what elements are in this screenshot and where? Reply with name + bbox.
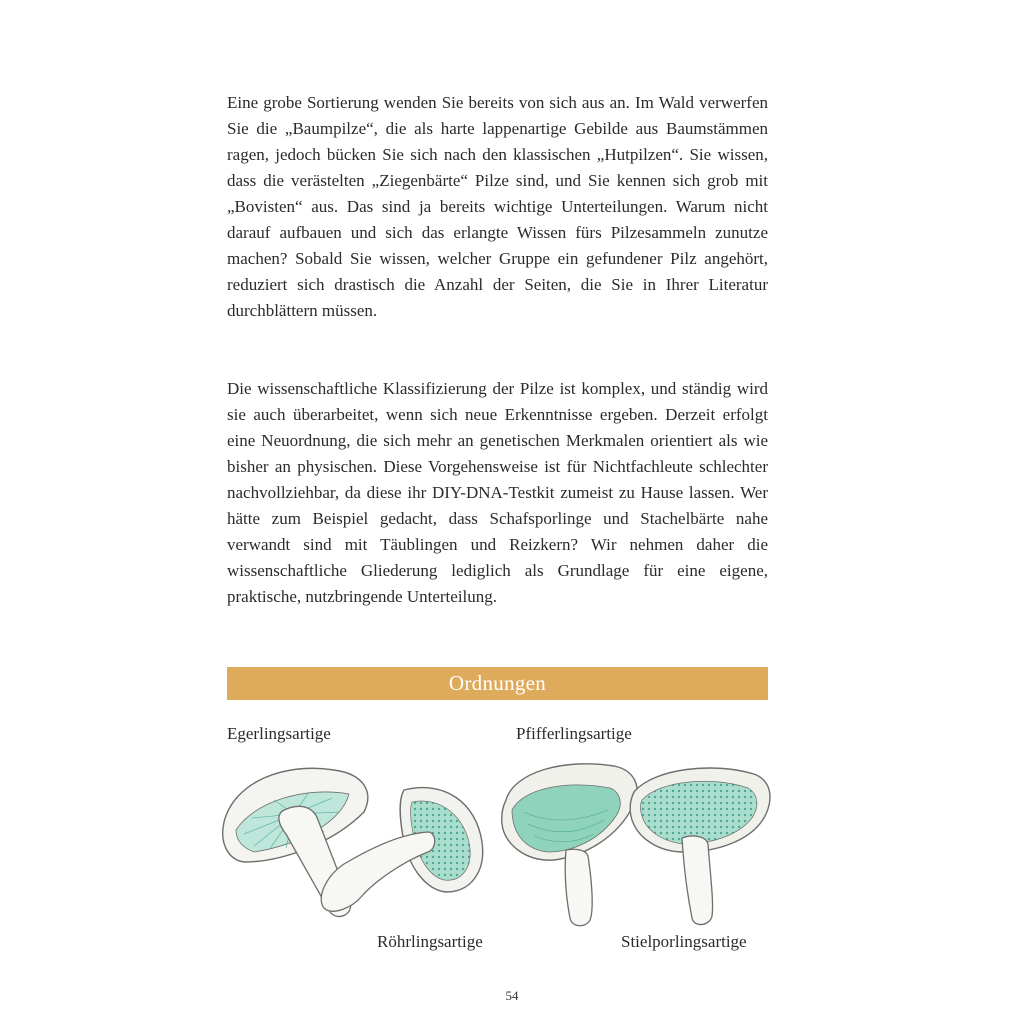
label-pfifferlingsartige: Pfifferlingsartige (516, 724, 632, 743)
label-stielporlingsartige: Stielporlingsartige (621, 932, 747, 951)
label-egerlingsartige: Egerlingsartige (227, 724, 331, 743)
label-roehrlingsartige: Röhrlingsartige (377, 932, 483, 951)
section-title: Ordnungen (448, 671, 547, 695)
page-number: 54 (505, 988, 519, 1003)
section-banner (227, 667, 768, 700)
pfifferling-mushroom-drawing (502, 764, 637, 926)
body-paragraph-2: Die wissenschaftliche Klassifizierung der Pilze ist komplex, und ständig wird sie auch überarbeitet, wenn sich neue Erkenntnisse ergeben. Derzeit erfolgt eine Neuordnung, die sich mehr an genetischen Merkmalen orientiert als wie bisher an physischen. Diese Vorgehensweise ist für Nichtfachleute schlechter nachvollziehbar, da diese ihr DIY-DNA-Testkit zumeist zu Hause lassen. Wer hätte zum Beispiel gedacht, dass Schafsporlinge und Stachelbärte nahe verwandt sind mit Täublingen und Reizkern? Wir nehmen daher die wissenschaftliche Gliederung lediglich als Grundlage für eine eigene, praktische, nutzbringende Unterteilung. (227, 379, 768, 606)
stielporling-mushroom-drawing (630, 768, 770, 925)
mushroom-illustration (214, 752, 780, 930)
body-paragraph-1: Eine grobe Sortierung wenden Sie bereits von sich aus an. Im Wald verwerfen Sie die „Baumpilze“, die als harte lappenartige Gebilde aus Baumstämmen ragen, jedoch bücken Sie sich nach den klassischen „Hutpilzen“. Sie wissen, dass die verästelten „Ziegenbärte“ Pilze sind, und Sie kennen sich grob mit „Bovisten“ aus. Das sind ja bereits wichtige Unterteilungen. Warum nicht darauf aufbauen und sich das erlangte Wissen fürs Pilzesammeln zunutze machen? Sobald Sie wissen, welcher Gruppe ein gefundener Pilz angehört, reduziert sich drastisch die Anzahl der Seiten, die Sie in Ihrer Literatur durchblättern müssen. (227, 93, 768, 320)
